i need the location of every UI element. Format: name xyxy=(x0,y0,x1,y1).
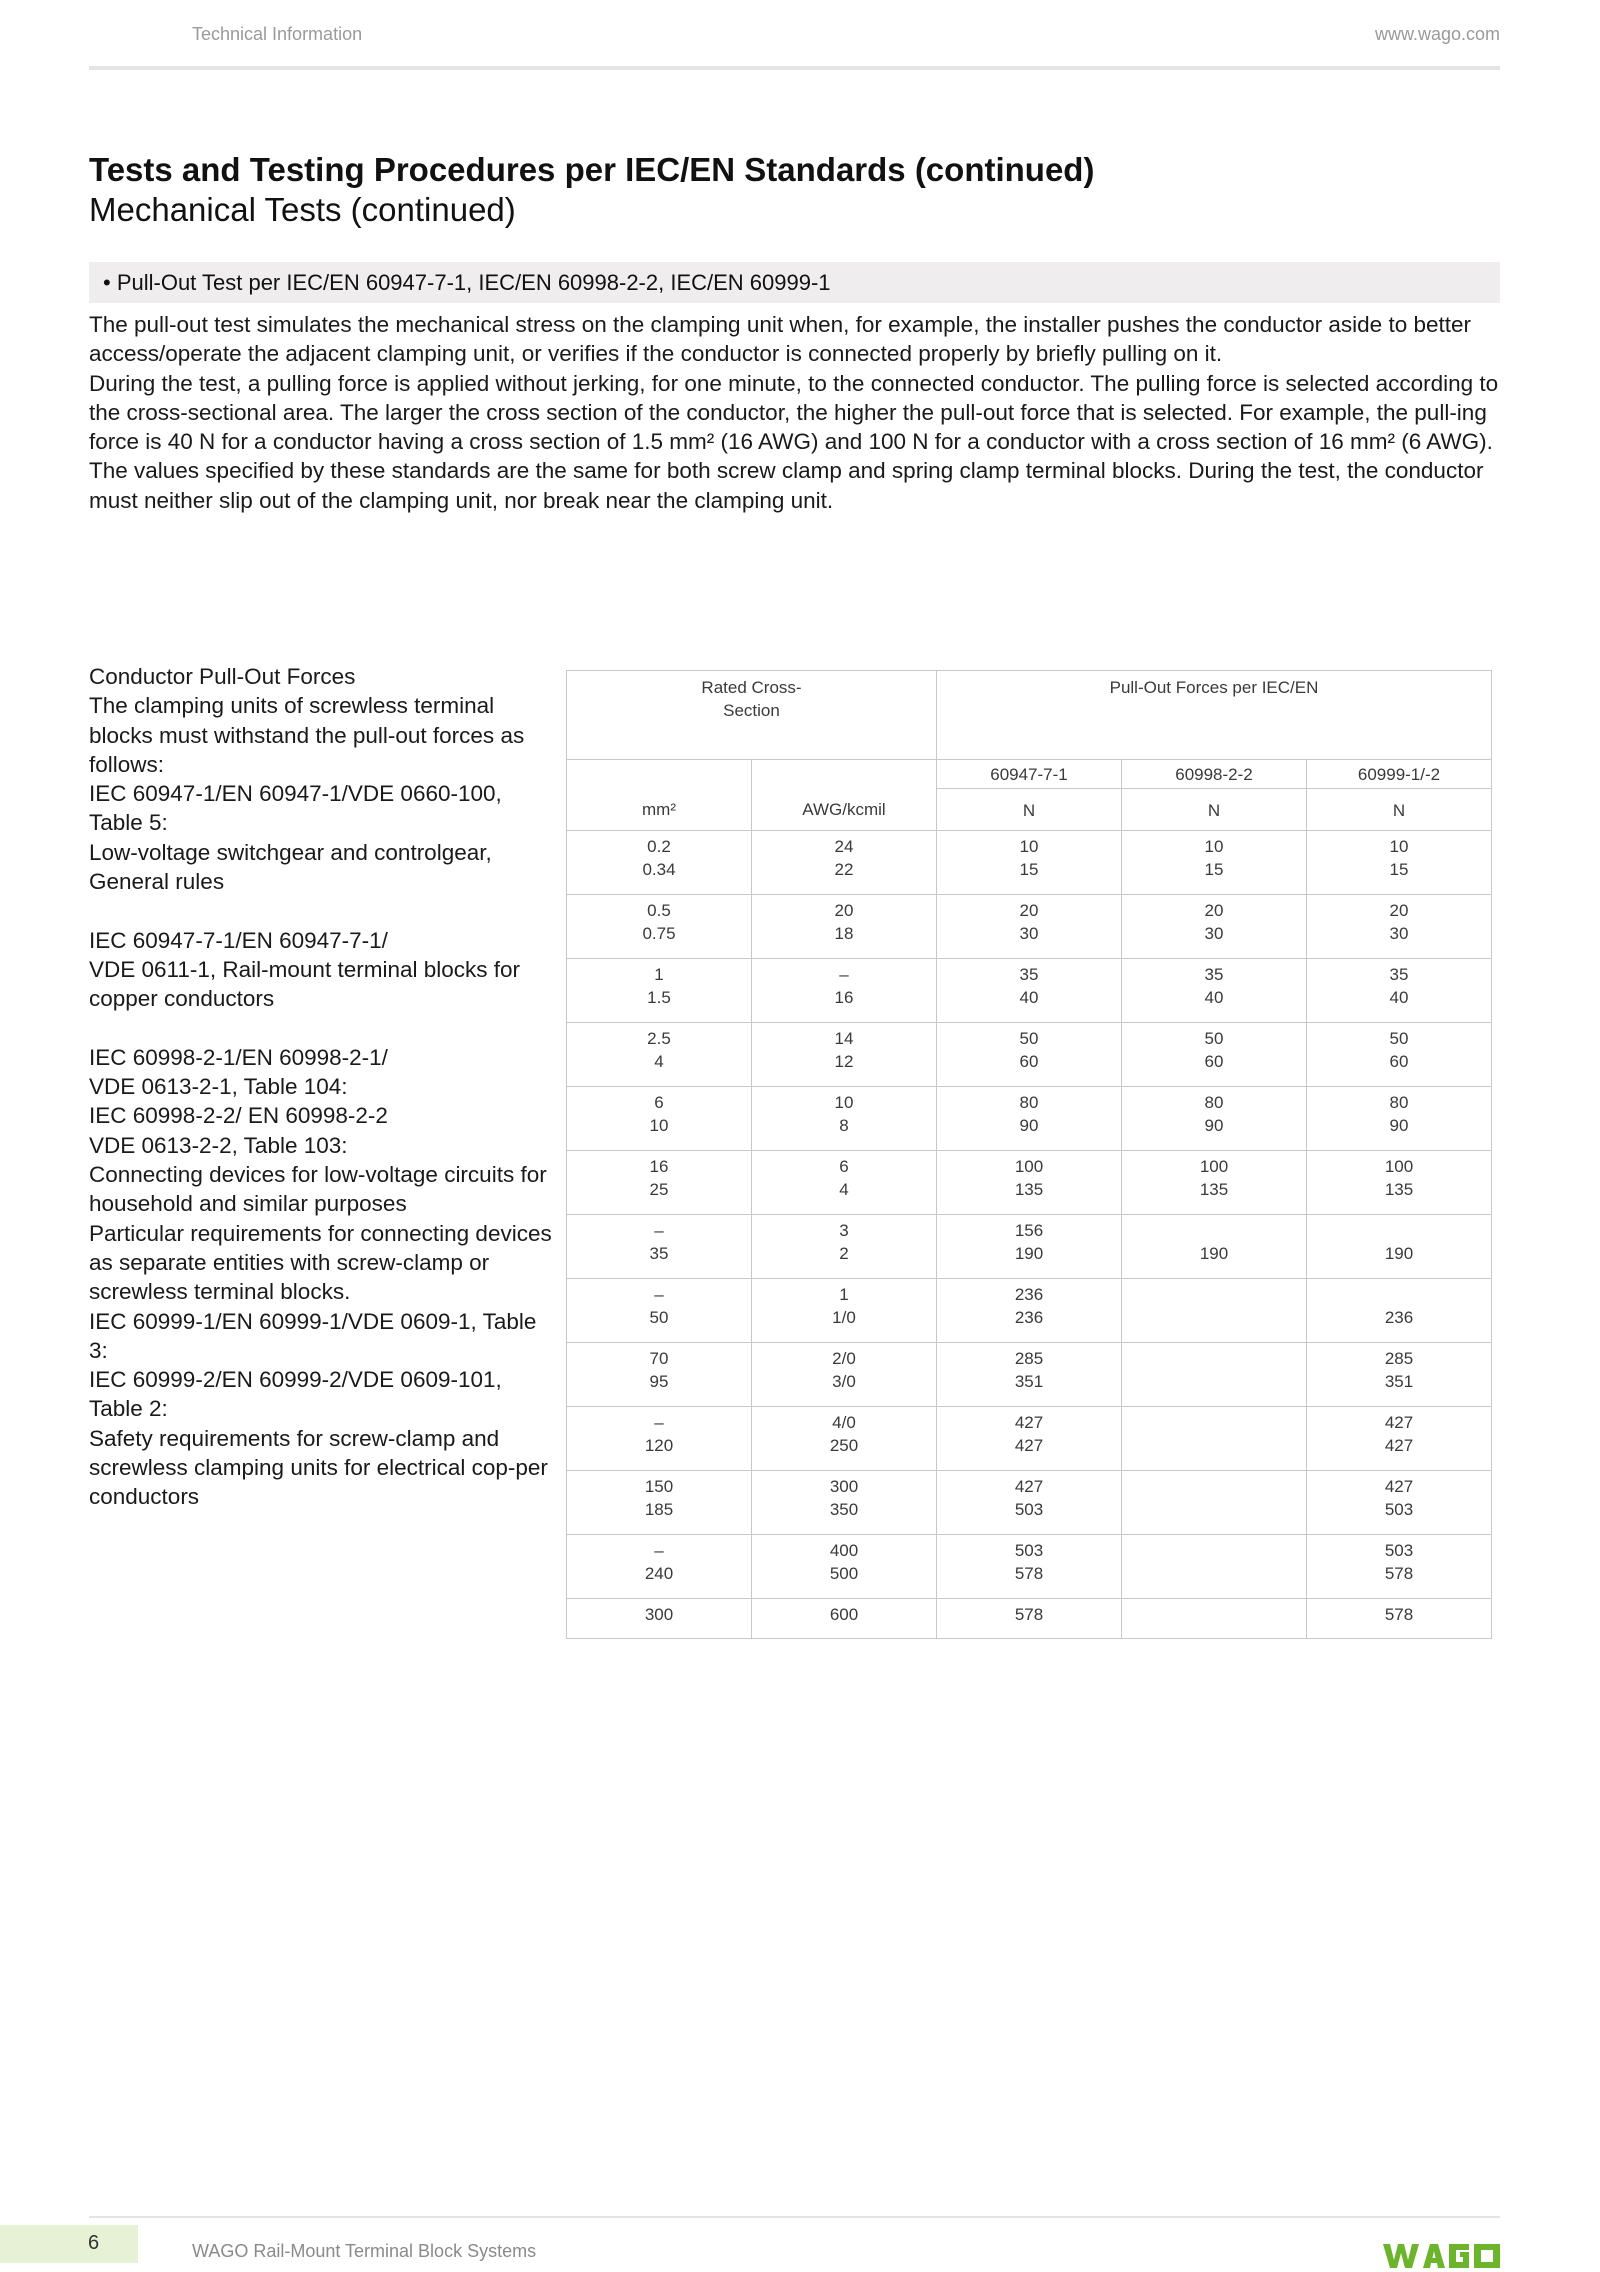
unit-label: N xyxy=(936,788,1122,830)
cell-value: 135 xyxy=(1384,1179,1414,1199)
cell-value: 10 xyxy=(649,1115,669,1135)
cell-value: 1 xyxy=(654,965,664,984)
cell-value: 70 xyxy=(649,1349,669,1368)
table-cell xyxy=(567,1215,752,1279)
cell-value: – xyxy=(654,1413,664,1432)
cell-value: 40 xyxy=(1019,987,1039,1007)
unit-label: N xyxy=(1121,788,1307,830)
cell-value: 8 xyxy=(839,1115,849,1135)
cell-value xyxy=(1122,1499,1306,1522)
header-divider xyxy=(89,66,1500,70)
cell-value: 240 xyxy=(644,1563,674,1583)
cell-value: 156 xyxy=(1014,1221,1044,1240)
table-cell xyxy=(567,1407,752,1471)
table-row xyxy=(567,1087,1492,1151)
table-cell xyxy=(752,1087,937,1151)
table-cell xyxy=(937,1343,1122,1407)
cell-value xyxy=(1122,1476,1306,1499)
cell-value: 300 xyxy=(829,1477,859,1496)
table-cell xyxy=(937,1407,1122,1471)
cell-value: 236 xyxy=(1014,1285,1044,1304)
cell-value: 300 xyxy=(644,1605,674,1624)
table-row xyxy=(567,1151,1492,1215)
left-line: IEC 60999-2/EN 60999-2/VDE 0609-101, Table 2: xyxy=(89,1367,502,1422)
cell-value: 2 xyxy=(839,1243,849,1263)
footer-divider xyxy=(89,2216,1500,2218)
cell-value: 4 xyxy=(654,1051,664,1071)
table-cell xyxy=(752,1023,937,1087)
cell-value: 236 xyxy=(1014,1307,1044,1327)
table-cell xyxy=(1307,1343,1492,1407)
cell-value: 135 xyxy=(1199,1179,1229,1199)
cell-value: 427 xyxy=(1014,1413,1044,1432)
table-cell xyxy=(1122,1215,1307,1279)
table-cell xyxy=(1307,1087,1492,1151)
cell-value xyxy=(1307,1284,1491,1307)
cell-value: – xyxy=(654,1541,664,1560)
cell-value: 20 xyxy=(834,901,854,920)
cell-value: – xyxy=(654,1221,664,1240)
cell-value: 120 xyxy=(644,1435,674,1455)
cell-value: 236 xyxy=(1384,1307,1414,1327)
table-cell xyxy=(937,831,1122,895)
cell-value: 578 xyxy=(1014,1563,1044,1583)
left-line: VDE 0611-1, Rail-mount terminal blocks for copper conductors xyxy=(89,956,521,1012)
cell-value: 351 xyxy=(1014,1371,1044,1391)
cell-value xyxy=(1122,1348,1306,1371)
table-cell xyxy=(752,895,937,959)
cell-value xyxy=(1122,1284,1306,1307)
cell-value: 427 xyxy=(1014,1435,1044,1455)
cell-value: 3 xyxy=(839,1221,849,1240)
table-cell xyxy=(567,959,752,1023)
left-line: VDE 0613-2-1, Table 104: xyxy=(89,1074,348,1100)
table-cell xyxy=(752,1535,937,1599)
page-title: Tests and Testing Procedures per IEC/EN Standards (continued) xyxy=(89,151,1095,188)
table-cell xyxy=(937,895,1122,959)
standard-label: 60999-1/-2 xyxy=(1357,765,1441,784)
cell-value: 35 xyxy=(649,1243,669,1263)
cell-value: 24 xyxy=(834,837,854,856)
table-row xyxy=(567,831,1492,895)
unit-label: mm² xyxy=(642,800,676,819)
pull-out-forces-table xyxy=(566,670,1492,1639)
left-line: Particular requirements for connecting devices as separate entities with screw-clamp or screwless terminal blocks. xyxy=(89,1220,552,1305)
table-cell xyxy=(567,1599,752,1639)
cell-value xyxy=(1122,1435,1306,1458)
table-cell xyxy=(752,1407,937,1471)
table-row xyxy=(567,1023,1492,1087)
cell-value: 50 xyxy=(1389,1029,1409,1048)
intro-paragraph-1: The pull-out test simulates the mechanical stress on the clamping unit when, for example, the installer pushes the conductor aside to better access/operate the adjacent clamping unit, or verifies if the conductor is connected properly by briefly pulling on it. xyxy=(89,312,1471,367)
table-cell xyxy=(937,1599,1122,1639)
cell-value: 0.5 xyxy=(647,901,671,920)
left-line: IEC 60998-2-2/ EN 60998-2-2 xyxy=(89,1103,388,1129)
table-cell xyxy=(567,1151,752,1215)
cell-value: 90 xyxy=(1204,1115,1224,1135)
wago-logo xyxy=(1383,2240,1500,2272)
cell-value: 4/0 xyxy=(832,1413,856,1432)
cell-value: 50 xyxy=(1204,1029,1224,1048)
cell-value: 15 xyxy=(1204,859,1224,879)
cell-value: 12 xyxy=(834,1051,854,1071)
cell-value: 100 xyxy=(1384,1157,1414,1176)
unit-cell xyxy=(752,760,937,831)
cell-value: 190 xyxy=(1384,1243,1414,1263)
cell-value: 80 xyxy=(1204,1093,1224,1112)
cell-value: 2.5 xyxy=(647,1029,671,1048)
intro-paragraph-2: During the test, a pulling force is applied without jerking, for one minute, to the connected conductor. The pulling force is selected according to the cross-sectional area. The larger the cross section of the conductor, the higher the pull-out force that is selected. For example, the pull-ing force is 40 N for a conductor having a cross section of 1.5 mm² (16 AWG) and 100 N for a conductor with a cross section of 16 mm² (6 AWG). The values specified by these standards are the same for both screw clamp and spring clamp terminal blocks. During the test, the conductor must neither slip out of the clamping unit, nor break near the clamping unit. xyxy=(89,370,1499,513)
cell-value: 90 xyxy=(1019,1115,1039,1135)
cell-value: – xyxy=(654,1285,664,1304)
cell-value: 50 xyxy=(649,1307,669,1327)
standard-cell xyxy=(937,760,1122,831)
cell-value: 16 xyxy=(649,1157,669,1176)
cell-value: 35 xyxy=(1204,965,1224,984)
header-cross-section-label: Rated Cross- Section xyxy=(701,678,802,720)
cell-value: 35 xyxy=(1389,965,1409,984)
standard-label: 60998-2-2 xyxy=(1175,765,1253,784)
cell-value: 578 xyxy=(1384,1605,1414,1624)
table-row xyxy=(567,1599,1492,1639)
cell-value: 600 xyxy=(829,1605,859,1624)
cell-value: 250 xyxy=(829,1435,859,1455)
table-cell xyxy=(1122,1023,1307,1087)
cell-value: 18 xyxy=(834,923,854,943)
left-line: IEC 60998-2-1/EN 60998-2-1/ xyxy=(89,1044,388,1070)
cell-value xyxy=(1122,1371,1306,1394)
table-cell xyxy=(1122,1535,1307,1599)
left-line: IEC 60999-1/EN 60999-1/VDE 0609-1, Table 3: xyxy=(89,1308,537,1363)
table-row xyxy=(567,1471,1492,1535)
table-cell xyxy=(1307,1215,1492,1279)
cell-value: 80 xyxy=(1389,1093,1409,1112)
left-line: IEC 60947-1/EN 60947-1/VDE 0660-100, Table 5: xyxy=(89,781,502,836)
table-row xyxy=(567,1535,1492,1599)
table-cell xyxy=(752,1279,937,1343)
table-cell xyxy=(567,1023,752,1087)
cell-value: 30 xyxy=(1019,923,1039,943)
table-cell xyxy=(567,1535,752,1599)
table-cell xyxy=(1307,1151,1492,1215)
table-cell xyxy=(752,1599,937,1639)
standard-label: 60947-7-1 xyxy=(990,765,1068,784)
cell-value: 503 xyxy=(1384,1499,1414,1519)
table-cell xyxy=(1307,1471,1492,1535)
cell-value xyxy=(1307,1220,1491,1243)
table-cell xyxy=(1122,831,1307,895)
table-cell xyxy=(1307,959,1492,1023)
table-cell xyxy=(937,1023,1122,1087)
cell-value: 1.5 xyxy=(647,987,671,1007)
page-number: 6 xyxy=(88,2232,100,2254)
cell-value xyxy=(1122,1563,1306,1586)
cell-value: 6 xyxy=(654,1093,664,1112)
cell-value: 80 xyxy=(1019,1093,1039,1112)
cell-value: 503 xyxy=(1014,1541,1044,1560)
cell-value: 60 xyxy=(1389,1051,1409,1071)
table-cell xyxy=(1307,895,1492,959)
table-cell xyxy=(1307,1599,1492,1639)
spacer xyxy=(89,1014,559,1043)
cell-value: 35 xyxy=(1019,965,1039,984)
table-cell xyxy=(937,1471,1122,1535)
cell-value: 100 xyxy=(1199,1157,1229,1176)
cell-value: 15 xyxy=(1389,859,1409,879)
table-cell xyxy=(937,1151,1122,1215)
cell-value: 22 xyxy=(834,859,854,879)
table-cell xyxy=(937,1087,1122,1151)
cell-value: 427 xyxy=(1014,1477,1044,1496)
section-heading: • Pull-Out Test per IEC/EN 60947-7-1, IEC/EN 60998-2-2, IEC/EN 60999-1 xyxy=(103,270,831,295)
table-cell xyxy=(1122,1151,1307,1215)
table-cell xyxy=(1122,1599,1307,1639)
table-cell xyxy=(937,959,1122,1023)
table-cell xyxy=(1307,1023,1492,1087)
cell-value: 503 xyxy=(1014,1499,1044,1519)
cell-value: 90 xyxy=(1389,1115,1409,1135)
intro-text xyxy=(89,310,1500,515)
cell-value: 30 xyxy=(1204,923,1224,943)
cell-value: 10 xyxy=(1019,837,1039,856)
table-cell xyxy=(567,1343,752,1407)
cell-value: 6 xyxy=(839,1157,849,1176)
table-cell xyxy=(1122,1087,1307,1151)
table-cell xyxy=(567,895,752,959)
cell-value xyxy=(1122,1604,1306,1627)
table-cell xyxy=(567,1087,752,1151)
table-cell xyxy=(937,1279,1122,1343)
cell-value: 1/0 xyxy=(832,1307,856,1327)
left-line: Low-voltage switchgear and controlgear, General rules xyxy=(89,839,492,895)
cell-value xyxy=(1122,1307,1306,1330)
cell-value: 40 xyxy=(1389,987,1409,1007)
table-cell xyxy=(1122,1471,1307,1535)
table-cell xyxy=(1122,1343,1307,1407)
table-cell xyxy=(1122,1407,1307,1471)
cell-value: 0.34 xyxy=(642,859,676,879)
cell-value: 0.2 xyxy=(647,837,671,856)
table-cell xyxy=(567,831,752,895)
left-line: IEC 60947-7-1/EN 60947-7-1/ xyxy=(89,927,388,953)
cell-value: 2/0 xyxy=(832,1349,856,1368)
cell-value: 25 xyxy=(649,1179,669,1199)
left-line: VDE 0613-2-2, Table 103: xyxy=(89,1132,348,1158)
table-cell xyxy=(1122,895,1307,959)
cell-value: 16 xyxy=(834,987,854,1007)
table-cell xyxy=(1122,1279,1307,1343)
table-cell xyxy=(1307,1407,1492,1471)
header-url[interactable]: www.wago.com xyxy=(1374,24,1500,44)
cell-value: 10 xyxy=(834,1093,854,1112)
table-cell xyxy=(752,959,937,1023)
unit-cell xyxy=(567,760,752,831)
table-cell xyxy=(1307,1279,1492,1343)
table-cell xyxy=(752,1471,937,1535)
cell-value: 351 xyxy=(1384,1371,1414,1391)
section-heading-bar xyxy=(89,262,1500,303)
page-subtitle: Mechanical Tests (continued) xyxy=(89,191,516,228)
table-subheader-row xyxy=(567,760,1492,831)
cell-value xyxy=(1122,1412,1306,1435)
cell-value: 50 xyxy=(1019,1029,1039,1048)
cell-value: 285 xyxy=(1014,1349,1044,1368)
standard-cell xyxy=(1307,760,1492,831)
table-cell xyxy=(1307,1535,1492,1599)
cell-value: 578 xyxy=(1384,1563,1414,1583)
table-cell xyxy=(752,1215,937,1279)
cell-value: – xyxy=(839,965,849,984)
cell-value: 150 xyxy=(644,1477,674,1496)
cell-value: 0.75 xyxy=(642,923,676,943)
header-left-text: Technical Information xyxy=(192,24,363,44)
table-row xyxy=(567,1343,1492,1407)
table-row xyxy=(567,959,1492,1023)
table-cell xyxy=(937,1535,1122,1599)
cell-value: 190 xyxy=(1014,1243,1044,1263)
standards-description xyxy=(89,662,559,1512)
table-cell xyxy=(1122,959,1307,1023)
cell-value: 40 xyxy=(1204,987,1224,1007)
cell-value: 3/0 xyxy=(832,1371,856,1391)
cell-value: 20 xyxy=(1019,901,1039,920)
table-cell xyxy=(937,1215,1122,1279)
cell-value: 185 xyxy=(644,1499,674,1519)
unit-label: AWG/kcmil xyxy=(802,800,886,819)
table-cell xyxy=(752,1343,937,1407)
cell-value: 60 xyxy=(1019,1051,1039,1071)
cell-value: 427 xyxy=(1384,1413,1414,1432)
cell-value: 1 xyxy=(839,1285,849,1304)
footer-title: WAGO Rail-Mount Terminal Block Systems xyxy=(192,2241,537,2261)
cell-value: 20 xyxy=(1389,901,1409,920)
table-row xyxy=(567,1215,1492,1279)
cell-value: 14 xyxy=(834,1029,854,1048)
table-header-row xyxy=(567,671,1492,760)
left-line: Connecting devices for low-voltage circuits for household and similar purposes xyxy=(89,1162,547,1217)
table-cell xyxy=(567,1471,752,1535)
cell-value xyxy=(1122,1220,1306,1243)
standard-cell xyxy=(1122,760,1307,831)
cell-value: 30 xyxy=(1389,923,1409,943)
cell-value: 500 xyxy=(829,1563,859,1583)
left-line: The clamping units of screwless terminal blocks must withstand the pull-out forces as follows: xyxy=(89,693,525,777)
table-row xyxy=(567,1407,1492,1471)
cell-value: 427 xyxy=(1384,1435,1414,1455)
cell-value: 95 xyxy=(649,1371,669,1391)
cell-value: 350 xyxy=(829,1499,859,1519)
cell-value: 400 xyxy=(829,1541,859,1560)
cell-value: 135 xyxy=(1014,1179,1044,1199)
left-line: Conductor Pull-Out Forces xyxy=(89,664,356,689)
cell-value: 285 xyxy=(1384,1349,1414,1368)
table-cell xyxy=(1307,831,1492,895)
table-row xyxy=(567,1279,1492,1343)
cell-value: 20 xyxy=(1204,901,1224,920)
header-cross-section xyxy=(567,671,937,760)
left-line: Safety requirements for screw-clamp and screwless clamping units for electrical cop-per conductors xyxy=(89,1425,548,1510)
spacer xyxy=(89,896,559,925)
cell-value: 4 xyxy=(839,1179,849,1199)
cell-value: 60 xyxy=(1204,1051,1224,1071)
page-number-box xyxy=(0,2225,138,2263)
cell-value: 190 xyxy=(1199,1243,1229,1263)
cell-value: 15 xyxy=(1019,859,1039,879)
cell-value: 427 xyxy=(1384,1477,1414,1496)
table-cell xyxy=(752,831,937,895)
table-cell xyxy=(752,1151,937,1215)
cell-value: 578 xyxy=(1014,1605,1044,1624)
table-row xyxy=(567,895,1492,959)
cell-value: 100 xyxy=(1014,1157,1044,1176)
header-forces: Pull-Out Forces per IEC/EN xyxy=(937,671,1492,760)
cell-value: 10 xyxy=(1389,837,1409,856)
table-cell xyxy=(567,1279,752,1343)
unit-label: N xyxy=(1306,788,1492,830)
cell-value: 503 xyxy=(1384,1541,1414,1560)
cell-value xyxy=(1122,1540,1306,1563)
cell-value: 10 xyxy=(1204,837,1224,856)
